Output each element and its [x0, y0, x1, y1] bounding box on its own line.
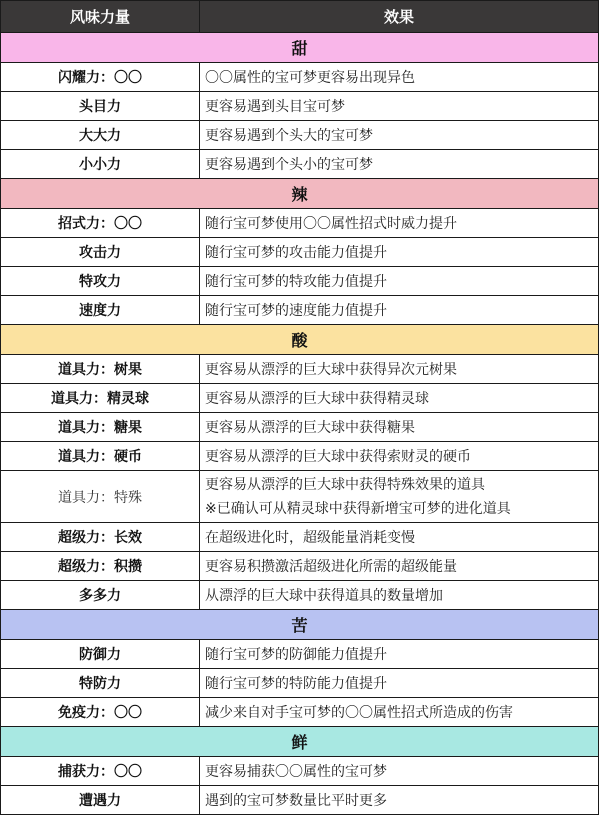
table-row: [1, 209, 599, 238]
power-name: 大大力: [1, 121, 200, 150]
power-name: 特防力: [1, 669, 200, 698]
table-row: [1, 238, 599, 267]
power-name: 小小力: [1, 150, 200, 179]
power-effect: 更容易从漂浮的巨大球中获得索财灵的硬币: [200, 442, 599, 471]
table-row: [1, 150, 599, 179]
power-effect: 遇到的宝可梦数量比平时更多: [200, 786, 599, 815]
table-row: [1, 698, 599, 727]
power-effect: 更容易积攒激活超级进化所需的超级能量: [200, 552, 599, 581]
power-name: 超级力：长效: [1, 523, 200, 552]
power-effect: 更容易遇到个头小的宝可梦: [200, 150, 599, 179]
power-effect: 更容易遇到个头大的宝可梦: [200, 121, 599, 150]
power-effect: 随行宝可梦的防御能力值提升: [200, 640, 599, 669]
table-row: [1, 757, 599, 786]
category-row-sour: [1, 325, 599, 355]
power-effect-line: 更容易从漂浮的巨大球中获得特殊效果的道具: [205, 476, 485, 493]
table-header-row: [1, 1, 599, 33]
category-bitter: 苦: [1, 610, 599, 640]
power-name: 招式力：〇〇: [1, 209, 200, 238]
power-effect: 随行宝可梦的攻击能力值提升: [200, 238, 599, 267]
category-fresh: 鲜: [1, 727, 599, 757]
power-name: 道具力：精灵球: [1, 384, 200, 413]
table-row: [1, 523, 599, 552]
power-effect: 更容易遇到头目宝可梦: [200, 92, 599, 121]
table-row: [1, 267, 599, 296]
table-row: [1, 63, 599, 92]
power-effect: [200, 471, 599, 523]
header-effect: 效果: [200, 1, 599, 33]
power-effect: 更容易从漂浮的巨大球中获得糖果: [200, 413, 599, 442]
category-row-fresh: [1, 727, 599, 757]
table-row: [1, 384, 599, 413]
table-row: [1, 640, 599, 669]
category-sour: 酸: [1, 325, 599, 355]
category-row-sweet: [1, 33, 599, 63]
power-name: 攻击力: [1, 238, 200, 267]
power-effect: 从漂浮的巨大球中获得道具的数量增加: [200, 581, 599, 610]
power-name: 多多力: [1, 581, 200, 610]
power-name: 道具力：特殊: [1, 471, 200, 523]
table-row: [1, 471, 599, 523]
power-effect: 更容易从漂浮的巨大球中获得精灵球: [200, 384, 599, 413]
category-row-spicy: [1, 179, 599, 209]
table-row: [1, 355, 599, 384]
power-name: 道具力：糖果: [1, 413, 200, 442]
table-row: [1, 669, 599, 698]
power-name: 头目力: [1, 92, 200, 121]
table-row: [1, 121, 599, 150]
category-row-bitter: [1, 610, 599, 640]
power-name: 超级力：积攒: [1, 552, 200, 581]
header-flavor-power: 风味力量: [1, 1, 200, 33]
table-row: [1, 552, 599, 581]
power-effect-note: ※已确认可从精灵球中获得新增宝可梦的进化道具: [205, 500, 511, 517]
power-name: 防御力: [1, 640, 200, 669]
power-effect: 随行宝可梦的速度能力值提升: [200, 296, 599, 325]
power-name: 遭遇力: [1, 786, 200, 815]
power-name: 道具力：硬币: [1, 442, 200, 471]
category-sweet: 甜: [1, 33, 599, 63]
category-spicy: 辣: [1, 179, 599, 209]
power-effect: 随行宝可梦的特防能力值提升: [200, 669, 599, 698]
power-effect: 更容易捕获〇〇属性的宝可梦: [200, 757, 599, 786]
table-row: [1, 786, 599, 815]
power-effect: 〇〇属性的宝可梦更容易出现异色: [200, 63, 599, 92]
power-effect: 在超级进化时，超级能量消耗变慢: [200, 523, 599, 552]
power-effect: 随行宝可梦的特攻能力值提升: [200, 267, 599, 296]
power-name: 速度力: [1, 296, 200, 325]
table-row: [1, 92, 599, 121]
table-row: [1, 442, 599, 471]
power-name: 道具力：树果: [1, 355, 200, 384]
power-name: 免疫力：〇〇: [1, 698, 200, 727]
table-row: [1, 296, 599, 325]
power-name: 捕获力：〇〇: [1, 757, 200, 786]
power-effect: 减少来自对手宝可梦的〇〇属性招式所造成的伤害: [200, 698, 599, 727]
power-effect: 随行宝可梦使用〇〇属性招式时威力提升: [200, 209, 599, 238]
power-effect: 更容易从漂浮的巨大球中获得异次元树果: [200, 355, 599, 384]
power-name: 闪耀力：〇〇: [1, 63, 200, 92]
power-name: 特攻力: [1, 267, 200, 296]
table-row: [1, 413, 599, 442]
table-row: [1, 581, 599, 610]
